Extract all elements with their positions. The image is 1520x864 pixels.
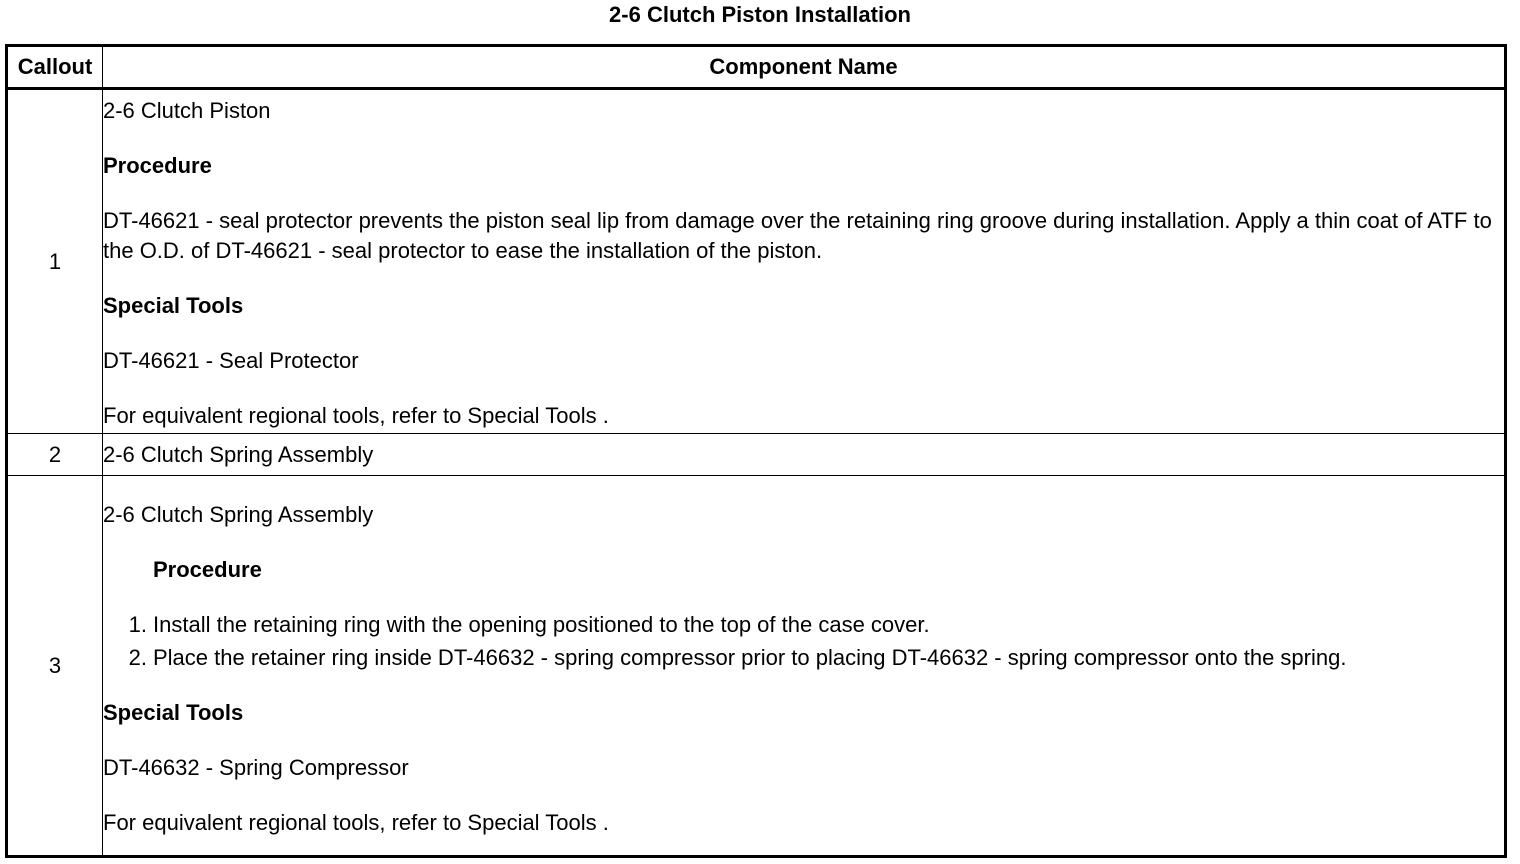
procedure-step — [128, 610, 1504, 640]
procedure-heading: Procedure — [153, 556, 262, 582]
table-row — [7, 89, 1506, 434]
special-tool-item: DT-46621 - Seal Protector — [103, 347, 359, 373]
table-row — [7, 476, 1506, 857]
callout-number: 3 — [7, 476, 103, 857]
procedure-heading: Procedure — [103, 152, 212, 178]
step-number: 2. — [128, 644, 147, 670]
step-text: Install the retaining ring with the opening positioned to the top of the case cover. — [153, 611, 930, 637]
procedure-step — [128, 643, 1504, 673]
equivalent-tools-note: For equivalent regional tools, refer to Special Tools . — [103, 809, 609, 835]
component-table — [5, 44, 1507, 858]
table-header-row — [7, 46, 1506, 89]
component-name: 2-6 Clutch Spring Assembly — [103, 501, 374, 527]
callout-column-header: Callout — [7, 46, 103, 89]
equivalent-tools-note: For equivalent regional tools, refer to Special Tools . — [103, 402, 609, 428]
procedure-steps-list — [103, 610, 1504, 673]
special-tool-item: DT-46632 - Spring Compressor — [103, 754, 409, 780]
step-text: Place the retainer ring inside DT-46632 - spring compressor prior to placing DT-46632 - spring compressor onto the spring. — [153, 644, 1347, 670]
component-cell — [103, 434, 1506, 476]
callout-number: 1 — [7, 89, 103, 434]
component-cell — [103, 89, 1506, 434]
component-name: 2-6 Clutch Spring Assembly — [103, 441, 374, 467]
special-tools-heading: Special Tools — [103, 292, 244, 318]
component-name-column-header: Component Name — [103, 46, 1506, 89]
page-title: 2-6 Clutch Piston Installation — [609, 2, 911, 27]
callout-number: 2 — [7, 434, 103, 476]
special-tools-heading: Special Tools — [103, 699, 244, 725]
procedure-text: DT-46621 - seal protector prevents the piston seal lip from damage over the retaining ring groove during installation. Apply a thin coat of ATF to the O.D. of DT-46621 - seal protector to ease the installation of the piston. — [103, 207, 1492, 263]
table-row — [7, 434, 1506, 476]
component-cell — [103, 476, 1506, 857]
step-number: 1. — [128, 611, 147, 637]
component-name: 2-6 Clutch Piston — [103, 97, 271, 123]
